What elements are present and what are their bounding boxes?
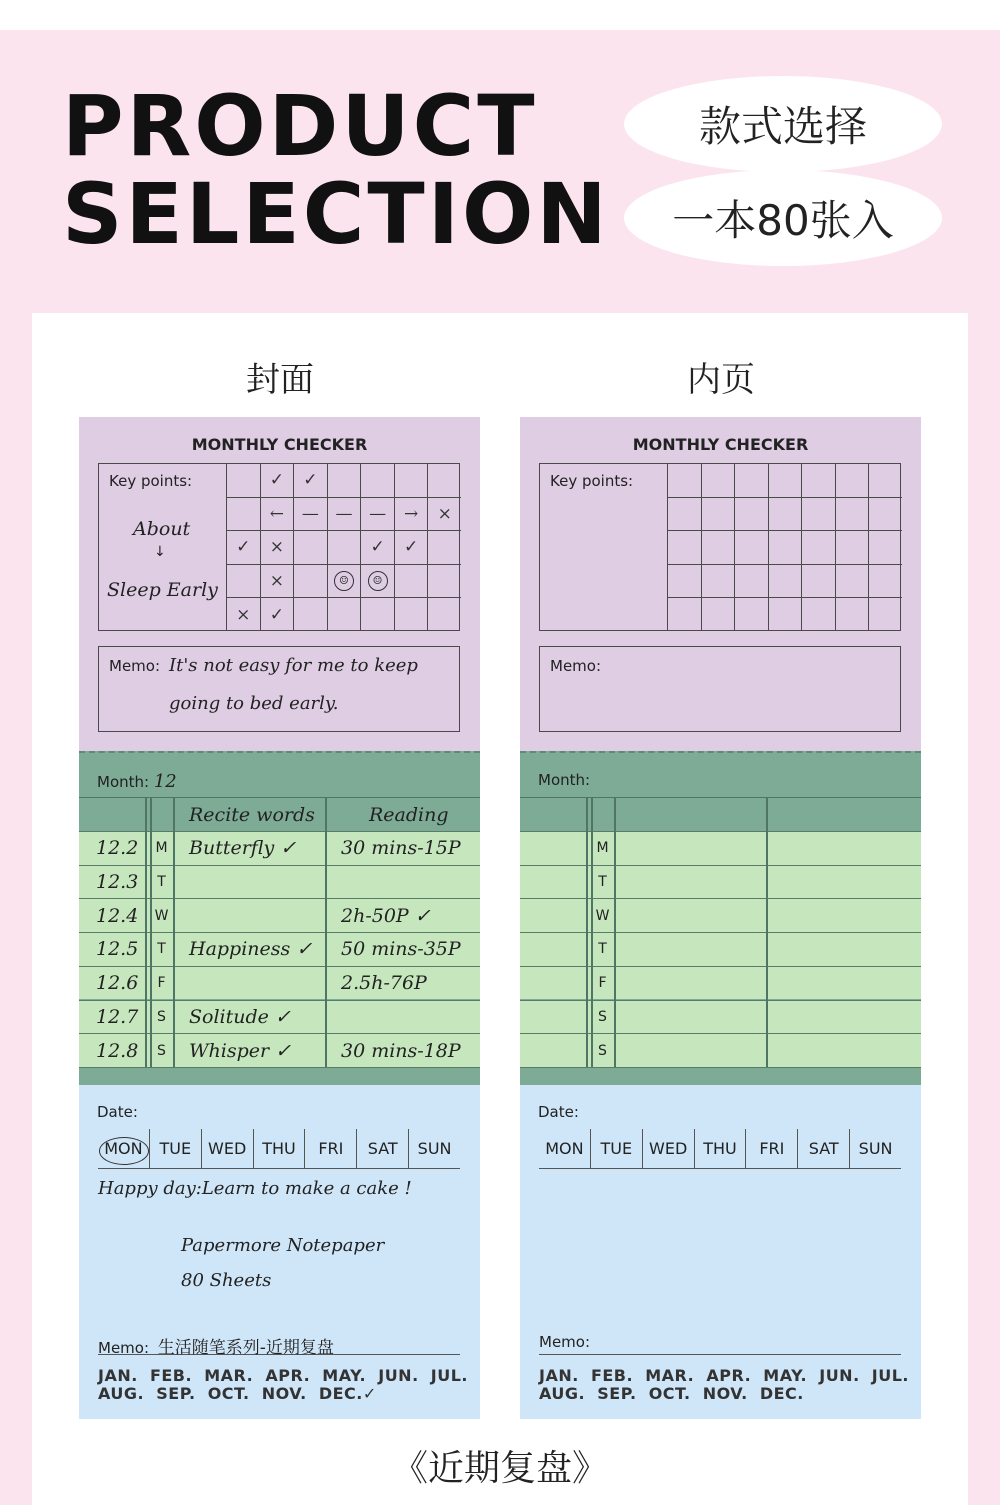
weekday-mon: MON [98, 1129, 150, 1168]
memo-label-text: Memo: [98, 1339, 150, 1357]
down-arrow-icon: ↓ [154, 544, 166, 560]
topic-text: Sleep Early [107, 579, 218, 601]
grid-cell [734, 463, 768, 497]
log-rows [79, 831, 480, 1067]
table-row [79, 1033, 480, 1067]
monthly-checker-section [520, 417, 921, 751]
checker-title: MONTHLY CHECKER [632, 435, 809, 454]
reading-cell: 50 mins-35P [341, 938, 461, 961]
date-cell: 12.8 [96, 1039, 139, 1062]
column-divider [325, 797, 327, 1067]
grid-cell: ✓ [260, 597, 294, 631]
date-cell: 12.5 [96, 938, 139, 961]
weekday-cell: S [157, 1042, 166, 1059]
grid-cell [293, 530, 327, 564]
months-line-1: JAN. FEB. MAR. APR. MAY. JUN. JUL. [539, 1366, 910, 1385]
words-cell: Solitude ✓ [189, 1005, 291, 1028]
weekday-fri: FRI [746, 1129, 798, 1168]
grid-cell [701, 497, 735, 531]
weekday-cell: S [157, 1008, 166, 1025]
key-points-grid [226, 463, 461, 631]
grid-cell: — [293, 497, 327, 531]
grid-cell [360, 597, 394, 631]
grid-cell [868, 597, 902, 631]
weekday-sat: SAT [357, 1129, 409, 1168]
grid-cell [394, 597, 428, 631]
grid-cell [835, 530, 869, 564]
key-points-grid [667, 463, 902, 631]
grid-cell [801, 497, 835, 531]
months-line-2: AUG. SEP. OCT. NOV. DEC. [539, 1384, 804, 1403]
reading-cell: 30 mins-18P [341, 1039, 461, 1062]
grid-cell: × [260, 530, 294, 564]
grid-cell [835, 463, 869, 497]
grid-cell [427, 530, 461, 564]
table-row [79, 831, 480, 865]
memo-label: Memo: [109, 657, 161, 675]
table-row [520, 898, 921, 932]
notepaper-text: Papermore Notepaper [181, 1235, 385, 1256]
grid-cell [667, 463, 701, 497]
weekday-cell: W [154, 907, 169, 924]
log-footer [520, 1067, 921, 1087]
monthly-checker-section [79, 417, 480, 751]
month-label-text: Month: [97, 773, 150, 791]
weekday-mon: MON [539, 1129, 591, 1168]
month-value: 12 [153, 771, 177, 792]
title-line-1: PRODUCT [62, 77, 538, 175]
grid-cell [667, 497, 701, 531]
grid-cell: ✓ [394, 530, 428, 564]
table-row [79, 898, 480, 932]
grid-cell [801, 463, 835, 497]
weekday-fri: FRI [305, 1129, 357, 1168]
reading-cell: 2h-50P ✓ [341, 904, 431, 927]
weekday-sat: SAT [798, 1129, 850, 1168]
log-header-row [79, 797, 480, 831]
grid-cell [667, 597, 701, 631]
table-row [520, 865, 921, 899]
grid-cell [293, 564, 327, 598]
weekday-tue: TUE [150, 1129, 202, 1168]
grid-cell [327, 597, 361, 631]
column-divider [145, 797, 147, 1067]
weekday-cell: W [595, 907, 610, 924]
weekday-cell: T [598, 874, 607, 891]
key-points-box [539, 463, 901, 631]
date-cell: 12.6 [96, 972, 139, 995]
grid-cell [701, 597, 735, 631]
memo-box [539, 646, 901, 732]
months-list [98, 1367, 468, 1403]
reading-log-section [520, 751, 921, 1085]
grid-cell: × [427, 497, 461, 531]
weekday-cell: S [598, 1042, 607, 1059]
months-line-1: JAN. FEB. MAR. APR. MAY. JUN. JUL. [98, 1366, 469, 1385]
grid-cell [226, 463, 260, 497]
grid-cell [427, 564, 461, 598]
grid-cell: × [226, 597, 260, 631]
month-label [97, 771, 177, 792]
page-title [62, 77, 610, 263]
grid-cell [226, 497, 260, 531]
month-row [79, 753, 480, 797]
grid-cell [868, 497, 902, 531]
grid-cell [868, 530, 902, 564]
date-cell: 12.2 [96, 837, 139, 860]
cover-sheet [79, 417, 480, 1419]
grid-cell [327, 564, 361, 598]
memo-line-2: going to bed early. [169, 693, 339, 714]
weekday-row [98, 1129, 460, 1169]
grid-cell [293, 597, 327, 631]
grid-cell [427, 463, 461, 497]
table-row [520, 932, 921, 966]
months-line-2: AUG. SEP. OCT. NOV. DEC.✓ [98, 1384, 377, 1403]
grid-cell [226, 564, 260, 598]
footer-title: 《近期复盘》 [391, 1448, 608, 1489]
weekday-cell: M [596, 840, 609, 857]
weekday-cell: F [598, 975, 607, 992]
column-divider [173, 797, 175, 1067]
grid-cell [768, 530, 802, 564]
key-points-box [98, 463, 460, 631]
grid-cell: — [360, 497, 394, 531]
title-line-2: SELECTION [62, 165, 610, 263]
grid-cell [768, 463, 802, 497]
memo-line-1: It's not easy for me to keep [169, 655, 418, 676]
grid-cell [394, 564, 428, 598]
table-row [520, 831, 921, 865]
table-row [520, 1033, 921, 1067]
cover-heading: 封面 [246, 360, 314, 400]
memo-box [98, 646, 460, 732]
weekday-wed: WED [202, 1129, 254, 1168]
table-row [79, 966, 480, 1000]
memo-value: 生活随笔系列-近期复盘 [157, 1338, 334, 1358]
month-label: Month: [538, 771, 591, 789]
weekday-wed: WED [643, 1129, 695, 1168]
grid-cell [701, 463, 735, 497]
grid-cell [868, 564, 902, 598]
sheets-text: 80 Sheets [181, 1270, 272, 1291]
daily-section [79, 1085, 480, 1419]
grid-cell: ✓ [260, 463, 294, 497]
grid-cell [734, 497, 768, 531]
grid-cell [768, 597, 802, 631]
table-row [79, 865, 480, 899]
memo-label: Memo: [550, 657, 602, 675]
grid-cell [360, 463, 394, 497]
grid-cell: × [260, 564, 294, 598]
grid-cell [327, 463, 361, 497]
grid-cell: ✓ [226, 530, 260, 564]
daily-section [520, 1085, 921, 1419]
weekday-thu: THU [695, 1129, 747, 1168]
memo-line [98, 1323, 460, 1358]
grid-cell [801, 597, 835, 631]
weekday-row [539, 1129, 901, 1169]
key-points-label: Key points: [109, 472, 193, 490]
words-cell: Whisper ✓ [189, 1039, 292, 1062]
grid-cell [667, 564, 701, 598]
grid-cell [734, 530, 768, 564]
inner-page-heading: 内页 [687, 360, 755, 400]
grid-cell [360, 564, 394, 598]
reading-header: Reading [369, 803, 449, 826]
grid-cell [801, 564, 835, 598]
recite-words-header: Recite words [189, 803, 315, 826]
weekday-cell: M [155, 840, 168, 857]
weekday-cell: F [157, 975, 166, 992]
weekday-sun: SUN [858, 1139, 893, 1158]
key-points-label: Key points: [550, 472, 634, 490]
log-footer [79, 1067, 480, 1087]
happy-day-text: Happy day:Learn to make a cake ! [98, 1178, 412, 1199]
reading-log-section [79, 751, 480, 1085]
reading-cell: 2.5h-76P [341, 972, 427, 995]
weekday-thu: THU [254, 1129, 306, 1168]
grid-cell [327, 530, 361, 564]
grid-cell [701, 530, 735, 564]
weekday-cell: T [598, 941, 607, 958]
grid-cell: → [394, 497, 428, 531]
grid-cell [835, 497, 869, 531]
date-label: Date: [97, 1103, 138, 1121]
weekday-cell: T [157, 874, 166, 891]
grid-cell: ✓ [293, 463, 327, 497]
grid-cell [734, 597, 768, 631]
grid-cell [868, 463, 902, 497]
grid-cell [768, 497, 802, 531]
checker-title: MONTHLY CHECKER [191, 435, 368, 454]
style-selection-pill: 款式选择 [624, 76, 942, 172]
memo-label: Memo: [539, 1333, 591, 1351]
date-cell: 12.4 [96, 904, 139, 927]
memo-line [539, 1323, 901, 1355]
grid-cell: ← [260, 497, 294, 531]
month-row [520, 753, 921, 797]
about-text: About [133, 518, 191, 540]
column-divider [591, 797, 593, 1067]
log-header-row [520, 797, 921, 831]
weekday-cell: S [598, 1008, 607, 1025]
months-list [539, 1367, 909, 1403]
words-cell: Butterfly ✓ [189, 837, 297, 860]
grid-cell [394, 463, 428, 497]
smiley-icon: ☺ [334, 571, 354, 591]
inner-sheet [520, 417, 921, 1419]
table-row [520, 1000, 921, 1034]
date-cell: 12.3 [96, 871, 139, 894]
date-cell: 12.7 [96, 1005, 139, 1028]
grid-cell [701, 564, 735, 598]
grid-cell [835, 564, 869, 598]
grid-cell [835, 597, 869, 631]
grid-cell: ✓ [360, 530, 394, 564]
column-divider [586, 797, 588, 1067]
sheet-count-pill: 一本80张入 [624, 170, 942, 266]
memo-label [98, 1333, 334, 1358]
grid-cell [427, 597, 461, 631]
grid-cell [801, 530, 835, 564]
column-divider [150, 797, 152, 1067]
top-band [0, 0, 1000, 30]
table-row [79, 1000, 480, 1034]
weekday-cell: T [157, 941, 166, 958]
smiley-icon: ☺ [368, 571, 388, 591]
reading-cell: 30 mins-15P [341, 837, 461, 860]
table-row [79, 932, 480, 966]
grid-cell [667, 530, 701, 564]
grid-cell [768, 564, 802, 598]
words-cell: Happiness ✓ [189, 938, 313, 961]
column-divider [766, 797, 768, 1067]
date-label: Date: [538, 1103, 579, 1121]
grid-cell: — [327, 497, 361, 531]
table-row [520, 966, 921, 1000]
weekday-tue: TUE [591, 1129, 643, 1168]
weekday-sun: SUN [417, 1139, 452, 1158]
column-divider [614, 797, 616, 1067]
log-rows [520, 831, 921, 1067]
grid-cell [734, 564, 768, 598]
